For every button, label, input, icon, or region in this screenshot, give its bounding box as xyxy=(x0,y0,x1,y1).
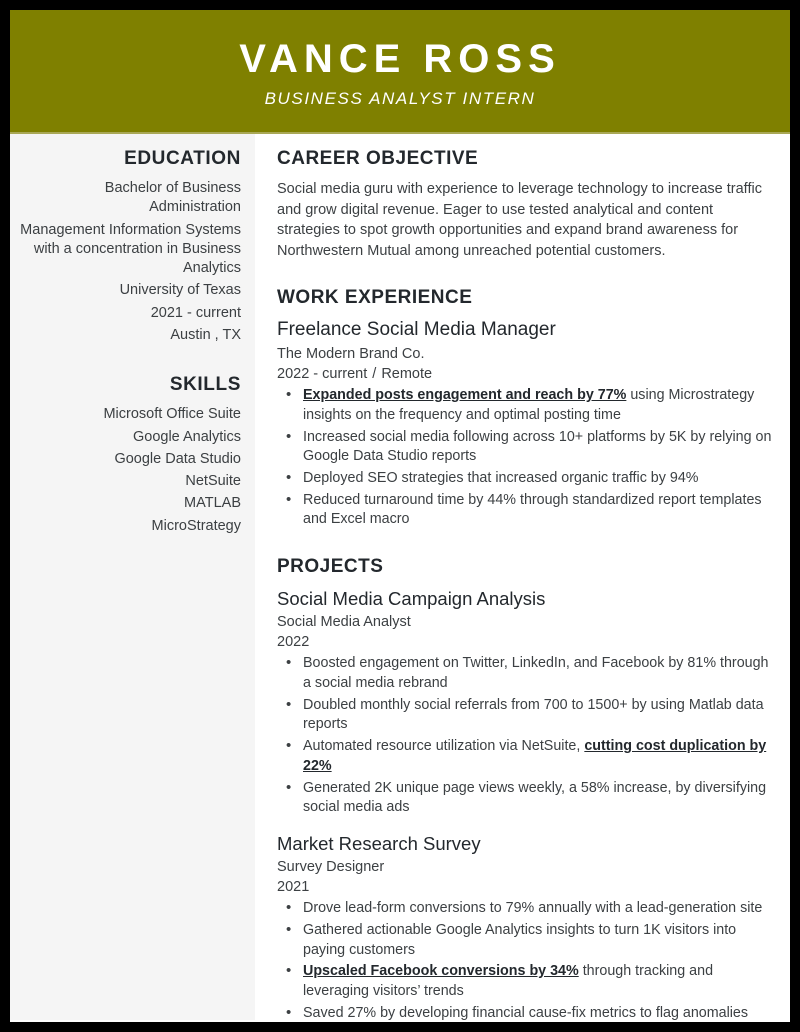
work-experience-section xyxy=(277,287,772,530)
entry-bullet-list xyxy=(277,654,772,818)
projects-entries xyxy=(277,587,772,1022)
education-line: Austin , TX xyxy=(170,326,241,343)
career-objective-text: Social media guru with experience to leverage technology to increase traffic and grow digital revenue. Eager to use tested analytical and content strategies to spot growth opportunities and expand brand awareness for Northwestern Mutual among unreached potential customers. xyxy=(277,181,762,259)
skills-section xyxy=(20,374,241,536)
entry-bullet xyxy=(277,469,772,489)
entry-bullet xyxy=(277,737,772,776)
sidebar xyxy=(10,134,255,1020)
career-objective-heading: CAREER OBJECTIVE xyxy=(277,148,479,169)
entry-organization: Social Media Analyst xyxy=(277,614,411,631)
entry-bullet xyxy=(277,386,772,425)
entry-meta xyxy=(277,877,772,897)
entry-bullet xyxy=(277,962,772,1001)
entry-bullet-list xyxy=(277,386,772,530)
resume-entry xyxy=(277,587,772,818)
entry-bullet xyxy=(277,1004,772,1022)
skill-item: MATLAB xyxy=(184,495,241,512)
entry-bullet xyxy=(277,428,772,467)
skills-list xyxy=(20,405,241,536)
career-objective-section xyxy=(277,148,772,261)
education-line: 2021 - current xyxy=(150,304,241,321)
bullet-text: Doubled monthly social referrals from 700 to 1500+ by using Matlab data reports xyxy=(303,696,764,733)
bullet-text: Reduced turnaround time by 44% through standardized report templates and Excel macro xyxy=(303,491,762,528)
entry-dates: 2022 - current xyxy=(277,366,368,383)
resume-body xyxy=(10,134,790,1020)
entry-separator: / xyxy=(372,366,377,383)
skill-item: Google Analytics xyxy=(132,428,241,445)
education-lines xyxy=(20,179,241,345)
skill-item: Microsoft Office Suite xyxy=(103,406,241,423)
resume-page xyxy=(10,10,790,1022)
education-line: Bachelor of Business Administration xyxy=(104,180,241,216)
entry-organization: Survey Designer xyxy=(277,859,385,876)
bullet-text: through tracking and leveraging visitors’ trends xyxy=(303,963,714,999)
bullet-text: Boosted engagement on Twitter, LinkedIn, and Facebook by 81% through a social media rebrand xyxy=(303,655,769,691)
bullet-text: Automated resource utilization via NetSuite, xyxy=(303,738,585,755)
entry-bullet-list xyxy=(277,899,772,1022)
resume-header xyxy=(10,10,790,134)
bullet-text: Gathered actionable Google Analytics insights to turn 1K visitors into paying customers xyxy=(303,921,737,958)
main-content xyxy=(255,134,790,1020)
entry-bullet xyxy=(277,779,772,818)
bullet-text: Increased social media following across 10+ platforms by 5K by relying on Google Data Studio reports xyxy=(303,428,772,465)
entry-bullet xyxy=(277,899,772,919)
bullet-text: using Microstrategy insights on the frequency and optimal posting time xyxy=(303,387,755,423)
entry-meta xyxy=(277,364,772,384)
education-line: Management Information Systems with a concentration in Business Analytics xyxy=(20,221,241,277)
skill-item: MicroStrategy xyxy=(151,517,241,534)
resume-entry xyxy=(277,832,772,1022)
skill-item: NetSuite xyxy=(185,473,241,490)
resume-entry xyxy=(277,318,772,530)
entry-meta xyxy=(277,632,772,652)
education-line: University of Texas xyxy=(119,282,241,299)
skill-item: Google Data Studio xyxy=(114,450,241,467)
entry-bullet xyxy=(277,654,772,693)
sidebar-spacer xyxy=(20,348,241,374)
bullet-text: Drove lead-form conversions to 79% annually with a lead-generation site xyxy=(303,900,763,917)
bullet-text: Saved 27% by developing financial cause-fix metrics to flag anomalies xyxy=(303,1004,749,1021)
entry-dates: 2021 xyxy=(277,879,310,896)
entry-dates: 2022 xyxy=(277,634,310,651)
projects-heading: PROJECTS xyxy=(277,556,384,578)
work-experience-entries xyxy=(277,318,772,530)
education-section xyxy=(20,148,241,345)
entry-organization: The Modern Brand Co. xyxy=(277,346,425,363)
candidate-name: VANCE ROSS xyxy=(239,36,561,81)
education-heading: EDUCATION xyxy=(124,148,241,169)
entry-title: Social Media Campaign Analysis xyxy=(277,588,546,610)
entry-location: Remote xyxy=(381,366,433,383)
bullet-text: Generated 2K unique page views weekly, a 58% increase, by diversifying social media ads xyxy=(303,779,767,816)
bullet-highlight: cutting cost duplication by 22% xyxy=(303,738,767,774)
skills-heading: SKILLS xyxy=(169,374,241,396)
bullet-highlight: Expanded posts engagement and reach by 77% xyxy=(303,387,627,404)
entry-bullet xyxy=(277,921,772,960)
entry-bullet xyxy=(277,491,772,530)
work-experience-heading: WORK EXPERIENCE xyxy=(277,287,473,309)
candidate-job-title: BUSINESS ANALYST INTERN xyxy=(264,88,536,108)
entry-title: Market Research Survey xyxy=(277,832,481,854)
entry-title: Freelance Social Media Manager xyxy=(277,319,556,341)
bullet-text: Deployed SEO strategies that increased organic traffic by 94% xyxy=(303,469,699,486)
entry-bullet xyxy=(277,696,772,735)
bullet-highlight: Upscaled Facebook conversions by 34% xyxy=(303,963,579,980)
projects-section xyxy=(277,556,772,1022)
